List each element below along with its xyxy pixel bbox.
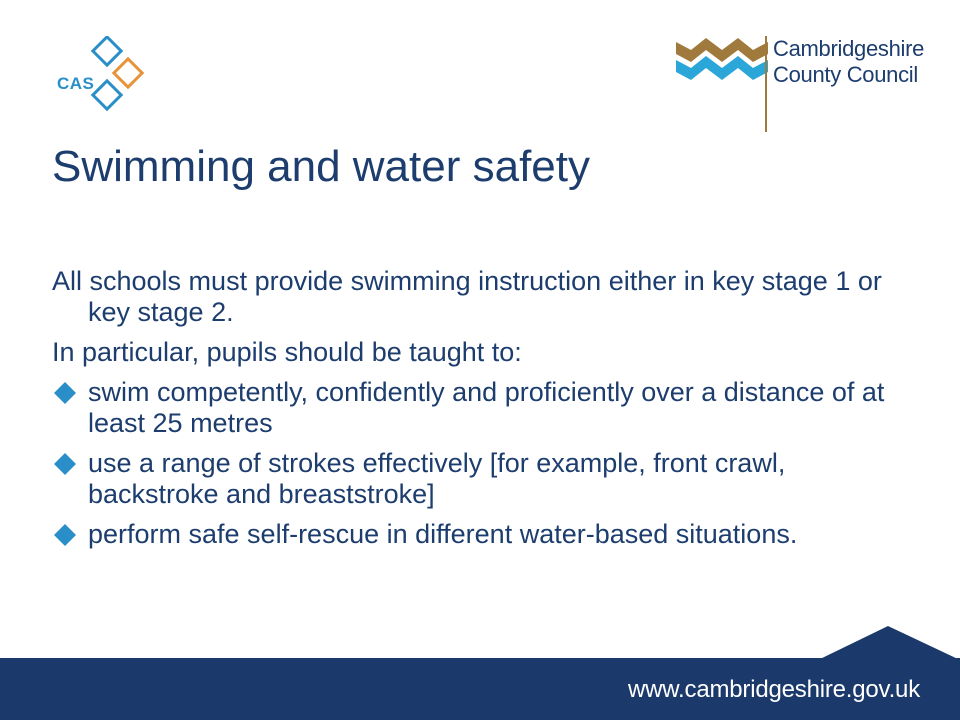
taught-to-paragraph: In particular, pupils should be taught to: (52, 337, 522, 367)
bullet-text: use a range of strokes effectively [for example, front crawl, backstroke and breaststroke] (88, 448, 786, 509)
diamond-bullet-icon (54, 453, 76, 475)
slide-title: Swimming and water safety (52, 142, 590, 191)
bullet-item (52, 448, 912, 510)
diamond-bullet-icon (54, 382, 76, 404)
bullet-text: perform safe self-rescue in different water-based situations. (88, 519, 798, 549)
slide-body (52, 266, 912, 559)
council-name-line2: County Council (773, 62, 918, 87)
footer-website-url: www.cambridgeshire.gov.uk (627, 676, 920, 703)
bullet-item (52, 377, 912, 439)
footer-peak-shape (818, 626, 960, 660)
council-logo-divider (765, 36, 767, 132)
cas-logo-text: CAS (57, 74, 95, 93)
council-name-line1: Cambridgeshire (773, 36, 925, 61)
intro-paragraph: All schools must provide swimming instruction either in key stage 1 or key stage 2. (52, 266, 882, 327)
council-name (773, 36, 924, 88)
bullet-text: swim competently, confidently and proficiently over a distance of at least 25 metres (88, 377, 885, 438)
bullet-item (52, 519, 912, 550)
council-wave-logo-icon (676, 36, 768, 92)
diamond-bullet-icon (54, 524, 76, 546)
